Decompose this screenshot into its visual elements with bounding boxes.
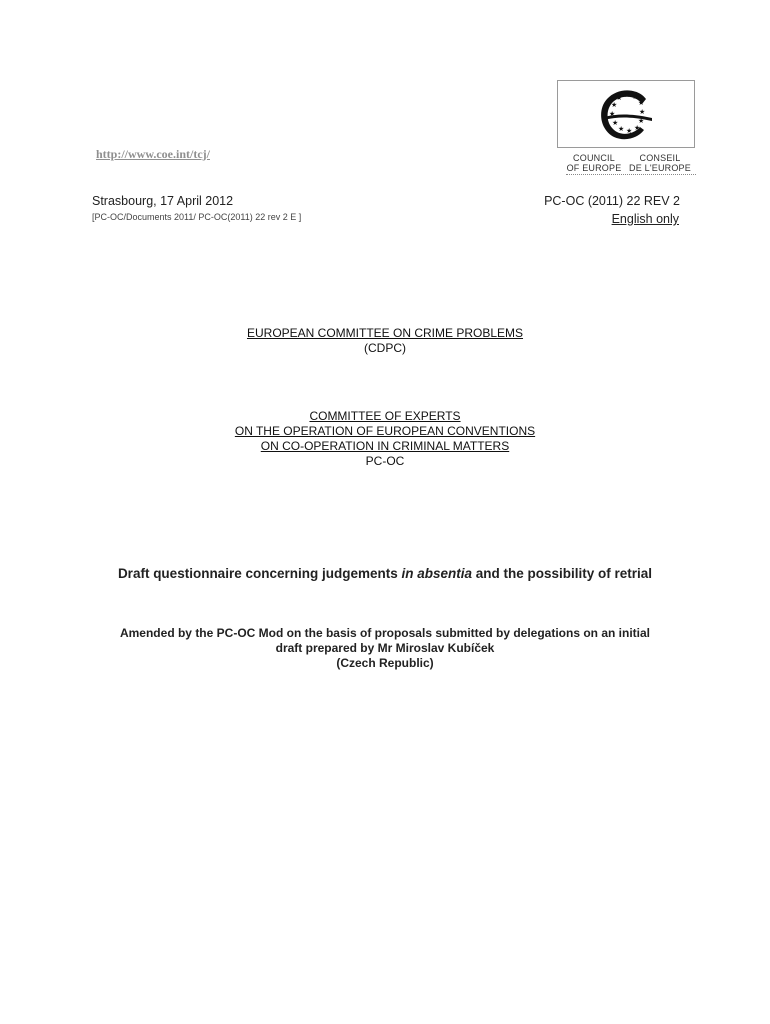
logo-divider: [566, 174, 696, 175]
document-number: PC-OC (2011) 22 REV 2: [544, 194, 680, 208]
svg-text:★: ★: [638, 117, 645, 125]
title-part-1: Draft questionnaire concerning judgements: [117, 566, 402, 581]
document-title: [0, 566, 770, 581]
experts-block: [0, 409, 770, 469]
svg-text:★: ★: [626, 127, 633, 135]
svg-text:★: ★: [618, 125, 625, 133]
logo-frame: [557, 80, 695, 148]
experts-line1: COMMITTEE OF EXPERTS: [309, 409, 461, 423]
document-date: Strasbourg, 17 April 2012: [92, 194, 234, 208]
committee-abbr: (CDPC): [364, 341, 406, 355]
svg-text:★: ★: [639, 108, 646, 116]
svg-text:★: ★: [616, 94, 623, 102]
svg-text:★: ★: [632, 93, 639, 101]
svg-text:★: ★: [611, 101, 618, 109]
experts-line2: ON THE OPERATION OF EUROPEAN CONVENTIONS: [234, 424, 536, 438]
amended-line1: Amended by the PC-OC Mod on the basis of proposals submitted by delegations on an initial: [119, 626, 651, 640]
title-part-2: and the possibility of retrial: [472, 566, 653, 581]
logo-fr-line1: CONSEIL: [639, 153, 681, 163]
amended-line2: draft prepared by Mr Miroslav Kubíček: [275, 641, 495, 655]
svg-text:★: ★: [624, 91, 631, 99]
logo-en-line1: COUNCIL: [573, 153, 615, 163]
committee-block: [0, 326, 770, 356]
amended-note: [0, 626, 770, 671]
document-language: English only: [611, 212, 679, 226]
amended-line3: (Czech Republic): [336, 656, 434, 670]
experts-abbr: PC-OC: [365, 454, 405, 468]
svg-text:★: ★: [612, 119, 619, 127]
svg-text:★: ★: [609, 110, 616, 118]
logo-en-line2: OF EUROPE: [566, 163, 622, 173]
svg-text:★: ★: [634, 124, 641, 132]
svg-text:★: ★: [638, 99, 645, 107]
experts-line3: ON CO-OPERATION IN CRIMINAL MATTERS: [260, 439, 510, 453]
document-reference: [PC-OC/Documents 2011/ PC-OC(2011) 22 rev 2 E ]: [92, 212, 302, 222]
council-of-europe-logo-icon: [594, 85, 660, 145]
committee-name: EUROPEAN COMMITTEE ON CRIME PROBLEMS: [246, 326, 524, 340]
website-link[interactable]: http://www.coe.int/tcj/: [96, 147, 210, 161]
logo-fr-line2: DE L'EUROPE: [629, 163, 691, 173]
title-italic: in absentia: [401, 566, 473, 581]
